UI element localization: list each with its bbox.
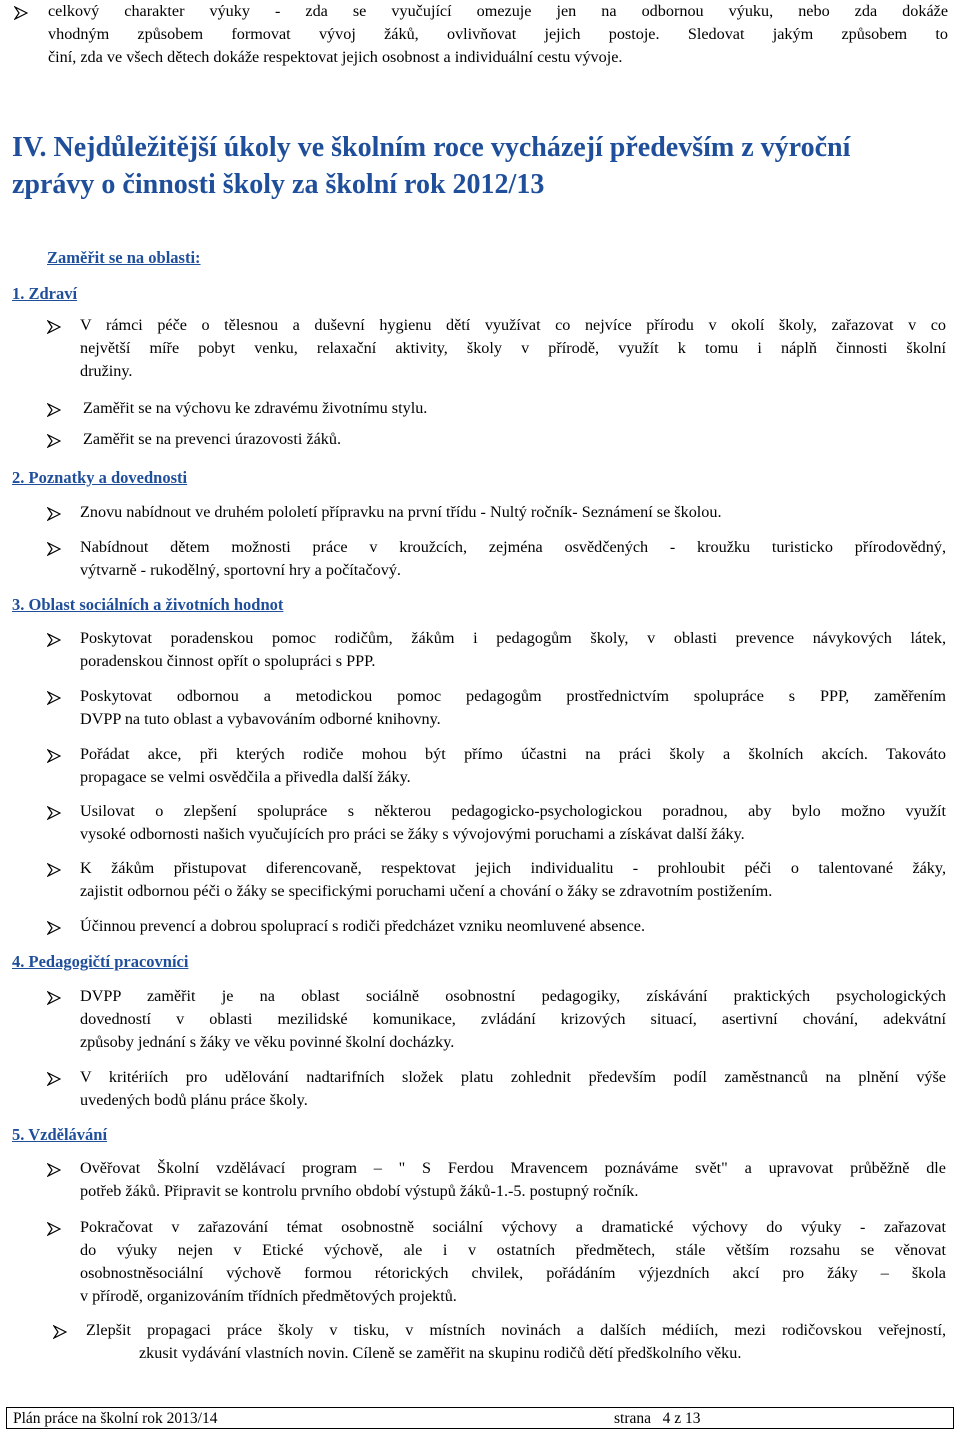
text-line: do výuky nejen v Etické výchově, ale i v ostatních předmětech, stále větším rozsahu se věnovat — [80, 1241, 946, 1259]
text-line: družiny. — [80, 362, 133, 380]
text-line: Pokračovat v zařazování témat osobnostně sociální výchovy a dramatické výchovy do výuky - zařazovat — [80, 1218, 946, 1236]
text-line: Ověřovat Školní vzdělávací program – " S Ferdou Mravencem poznáváme svět" a upravovat průběžně dle — [80, 1159, 946, 1177]
section-title-text: 2. Poznatky a dovednosti — [12, 468, 188, 487]
section-title — [12, 594, 283, 616]
text-line: uvedených bodů plánu práce školy. — [80, 1091, 308, 1109]
text-line: Účinnou prevencí a dobrou spoluprací s rodiči předcházet vzniku neomluvené absence. — [80, 917, 646, 935]
arrow-bullet-icon — [47, 1222, 61, 1236]
arrow-bullet-icon — [53, 1325, 67, 1339]
section-title-text: 5. Vzdělávání — [12, 1125, 108, 1144]
text-line: DVPP zaměřit je na oblast sociálně osobnostní pedagogiky, získávání praktických psychologických — [80, 987, 946, 1005]
text-line: největší míře pobyt venku, relaxační aktivity, školy v přírodě, využít k tomu i náplň činnosti školní — [80, 339, 946, 357]
text-line: vhodným způsobem formovat vývoj žáků, ovlivňovat jejich postoje. Sledovat jakým způsobem to — [48, 25, 948, 43]
list-item — [80, 915, 946, 938]
text-line: činí, zda ve všech dětech dokáže respektovat jejich osobnost a individuální cestu vývoje. — [48, 48, 623, 66]
text-line: způsoby jednání s žáky ve věku povinné školní docházky. — [80, 1033, 455, 1051]
text-line: Znovu nabídnout ve druhém pololetí přípravku na první třídu - Nultý ročník- Seznámení se školou. — [80, 503, 722, 521]
text-line: K žákům přistupovat diferencovaně, respektovat jejich individualitu - prohloubit péči o talentované žáky, — [80, 859, 946, 877]
text-line: Poskytovat poradenskou pomoc rodičům, žákům i pedagogům školy, v oblasti prevence návykových látek, — [80, 629, 946, 647]
list-item — [80, 800, 946, 846]
arrow-bullet-icon — [47, 434, 61, 448]
text-line: Pořádat akce, při kterých rodiče mohou být přímo účastni na práci školy a školních akcích. Takováto — [80, 745, 946, 763]
arrow-bullet-icon — [47, 749, 61, 763]
arrow-bullet-icon — [47, 633, 61, 647]
section-title-text: 3. Oblast sociálních a životních hodnot — [12, 595, 284, 614]
text-line: dovedností v oblasti mezilidské komunikace, zvládání krizových situací, asertivní chování, adekvátní — [80, 1010, 946, 1028]
list-item — [83, 428, 945, 451]
text-line: celkový charakter výuky - zda se vyučující omezuje jen na odbornou výuku, nebo zda dokáže — [48, 2, 948, 20]
arrow-bullet-icon — [47, 320, 61, 334]
section-title — [12, 1124, 107, 1146]
arrow-bullet-icon — [47, 1163, 61, 1177]
text-line: poradenskou činnost opřít o spolupráci s PPP. — [80, 652, 376, 670]
intro-paragraph — [48, 0, 948, 69]
text-line: zajistit odbornou péči o žáky se specifickými poruchami učení a chování o žáky se zdravotním postižením. — [80, 882, 773, 900]
footer-title: Plán práce na školní rok 2013/14 — [13, 1410, 218, 1427]
list-item — [80, 1216, 946, 1308]
arrow-bullet-icon — [14, 6, 28, 20]
heading-line: IV. Nejdůležitější úkoly ve školním roce vycházejí především z výroční — [12, 132, 851, 163]
focus-label: Zaměřit se na oblasti: — [47, 248, 201, 267]
list-item — [80, 501, 946, 524]
text-line: výtvarně - rukodělný, sportovní hry a počítačový. — [80, 561, 401, 579]
section-title — [12, 467, 187, 489]
list-item — [86, 1319, 946, 1365]
list-item — [80, 536, 946, 582]
text-line: v přírodě, organizováním třídních předmětových projektů. — [80, 1287, 457, 1305]
section-title — [12, 283, 77, 305]
text-line: osobnostněsociální výchově formou rétorických chvilek, pořádáním výjezdních akcí pro žáky – škola — [80, 1264, 946, 1282]
arrow-bullet-icon — [47, 806, 61, 820]
list-item — [80, 985, 946, 1054]
list-item — [80, 685, 946, 731]
arrow-bullet-icon — [47, 863, 61, 877]
page-footer — [6, 1407, 954, 1429]
list-item — [80, 743, 946, 789]
list-item — [83, 397, 945, 420]
list-item — [80, 1066, 946, 1112]
list-item — [80, 1157, 946, 1203]
text-line: V kritériích pro udělování nadtarifních složek platu zohlednit především podíl zaměstnanců na plnění výše — [80, 1068, 946, 1086]
text-line: potřeb žáků. Připravit se kontrolu prvního období výstupů žáků-1.-5. postupný ročník. — [80, 1182, 639, 1200]
text-line: DVPP na tuto oblast a vybavováním odborné knihovny. — [80, 710, 441, 728]
list-item — [80, 857, 946, 903]
text-line: propagace se velmi osvědčila a přivedla další žáky. — [80, 768, 411, 786]
text-line: vysoké odbornosti našich vyučujících pro práci se žáky s vývojovými poruchami a získávat další žáky. — [80, 825, 745, 843]
section-title-text: 1. Zdraví — [12, 284, 78, 303]
list-item — [80, 627, 946, 673]
list-item — [80, 314, 946, 383]
page-number: strana 4 z 13 — [614, 1410, 701, 1427]
arrow-bullet-icon — [47, 507, 61, 521]
chapter-heading — [12, 129, 948, 203]
arrow-bullet-icon — [47, 991, 61, 1005]
text-line: Zlepšit propagaci práce školy v tisku, v místních novinách a dalších médiích, mezi rodičovskou veřejností, — [86, 1321, 946, 1339]
heading-line: zprávy o činnosti školy za školní rok 2012/13 — [12, 169, 545, 200]
text-line: zkusit vydávání vlastních novin. Cíleně se zaměřit na skupinu rodičů dětí předškolního věku. — [139, 1344, 742, 1362]
text-line: Nabídnout dětem možnosti práce v kroužcích, zejména osvědčených - kroužku turisticko přírodovědný, — [80, 538, 946, 556]
text-line: Zaměřit se na výchovu ke zdravému životnímu stylu. — [83, 399, 428, 417]
text-line: Poskytovat odbornou a metodickou pomoc pedagogům prostřednictvím spolupráce s PPP, zaměřením — [80, 687, 946, 705]
section-title — [12, 951, 188, 973]
arrow-bullet-icon — [47, 1072, 61, 1086]
arrow-bullet-icon — [47, 691, 61, 705]
text-line: V rámci péče o tělesnou a duševní hygienu dětí využívat co nejvíce přírodu v okolí školy, zařazovat v co — [80, 316, 946, 334]
arrow-bullet-icon — [47, 921, 61, 935]
section-title-text: 4. Pedagogičtí pracovníci — [12, 952, 189, 971]
text-line: Zaměřit se na prevenci úrazovosti žáků. — [83, 430, 341, 448]
text-line: Usilovat o zlepšení spolupráce s některou pedagogicko-psychologickou poradnou, aby bylo možno využít — [80, 802, 946, 820]
arrow-bullet-icon — [47, 542, 61, 556]
arrow-bullet-icon — [47, 403, 61, 417]
